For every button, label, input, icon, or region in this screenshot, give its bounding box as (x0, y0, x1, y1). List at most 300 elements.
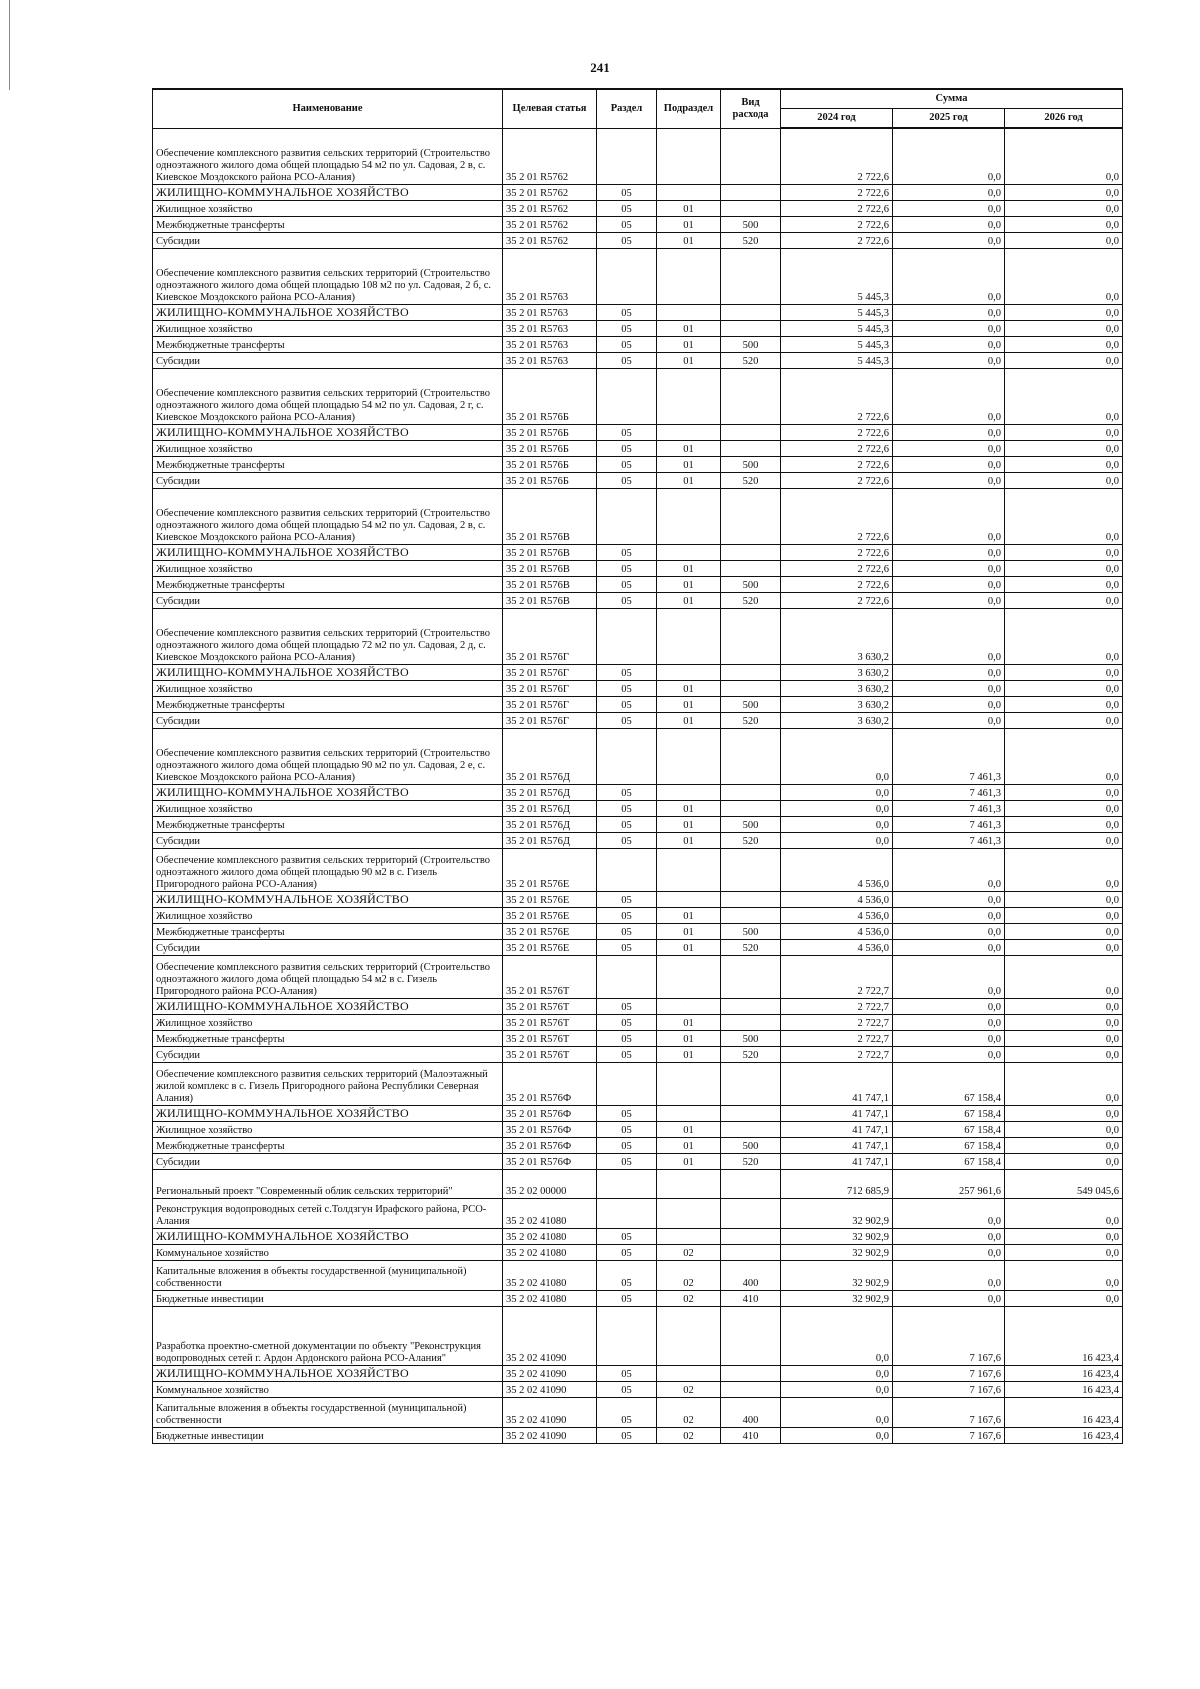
row-code: 35 2 01 R5762 (503, 201, 597, 217)
row-podrazdel: 01 (657, 1154, 721, 1170)
row-podrazdel (657, 999, 721, 1015)
table-row (153, 1245, 1123, 1261)
row-podrazdel: 02 (657, 1382, 721, 1398)
table-row (153, 1428, 1123, 1444)
row-2026: 0,0 (1005, 1106, 1123, 1122)
row-2026: 0,0 (1005, 353, 1123, 369)
row-razdel: 05 (597, 999, 657, 1015)
row-code: 35 2 01 R576Ф (503, 1138, 597, 1154)
row-2025: 0,0 (893, 425, 1005, 441)
row-name: Субсидии (153, 940, 503, 956)
row-vid (721, 249, 781, 305)
row-name: Жилищное хозяйство (153, 441, 503, 457)
table-row (153, 817, 1123, 833)
row-razdel: 05 (597, 801, 657, 817)
row-2026: 0,0 (1005, 233, 1123, 249)
row-2024: 2 722,6 (781, 473, 893, 489)
row-code: 35 2 02 41090 (503, 1382, 597, 1398)
row-2025: 0,0 (893, 337, 1005, 353)
table-row (153, 441, 1123, 457)
row-podrazdel: 01 (657, 217, 721, 233)
row-code: 35 2 02 41090 (503, 1366, 597, 1382)
row-2026: 0,0 (1005, 1154, 1123, 1170)
table-row (153, 1031, 1123, 1047)
row-code: 35 2 02 41090 (503, 1428, 597, 1444)
table-row (153, 1398, 1123, 1428)
row-code: 35 2 01 R576Б (503, 425, 597, 441)
row-code: 35 2 02 41080 (503, 1245, 597, 1261)
row-2025: 0,0 (893, 545, 1005, 561)
row-2025: 67 158,4 (893, 1122, 1005, 1138)
row-vid (721, 1307, 781, 1366)
row-name: ЖИЛИЩНО-КОММУНАЛЬНОЕ ХОЗЯЙСТВО (153, 1366, 503, 1382)
row-2024: 2 722,7 (781, 999, 893, 1015)
table-row (153, 577, 1123, 593)
table-row (153, 665, 1123, 681)
row-razdel: 05 (597, 817, 657, 833)
row-name: Обеспечение комплексного развития сельских территорий (Строительство одноэтажного жилого дома общей площадью 54 м2 по ул. Садовая, 2 г, с. Киевское Моздокского района РСО-Алания) (153, 369, 503, 425)
row-name: ЖИЛИЩНО-КОММУНАЛЬНОЕ ХОЗЯЙСТВО (153, 999, 503, 1015)
row-name: Бюджетные инвестиции (153, 1428, 503, 1444)
row-2026: 0,0 (1005, 729, 1123, 785)
row-code: 35 2 01 R576Д (503, 817, 597, 833)
row-2026: 0,0 (1005, 249, 1123, 305)
table-row (153, 185, 1123, 201)
row-name: ЖИЛИЩНО-КОММУНАЛЬНОЕ ХОЗЯЙСТВО (153, 892, 503, 908)
table-row (153, 217, 1123, 233)
row-razdel: 05 (597, 924, 657, 940)
row-2026: 0,0 (1005, 892, 1123, 908)
row-2024: 2 722,6 (781, 185, 893, 201)
row-name: Жилищное хозяйство (153, 201, 503, 217)
row-2026: 0,0 (1005, 785, 1123, 801)
row-vid (721, 908, 781, 924)
row-2025: 0,0 (893, 201, 1005, 217)
row-vid (721, 305, 781, 321)
row-2024: 32 902,9 (781, 1291, 893, 1307)
row-vid (721, 1366, 781, 1382)
row-name: Субсидии (153, 713, 503, 729)
row-razdel (597, 1199, 657, 1229)
row-2025: 0,0 (893, 665, 1005, 681)
row-razdel: 05 (597, 1366, 657, 1382)
row-2026: 0,0 (1005, 128, 1123, 185)
row-2025: 0,0 (893, 233, 1005, 249)
row-2024: 2 722,6 (781, 577, 893, 593)
row-vid: 520 (721, 940, 781, 956)
row-2024: 2 722,6 (781, 545, 893, 561)
row-2024: 2 722,7 (781, 1015, 893, 1031)
row-razdel (597, 729, 657, 785)
row-vid (721, 1122, 781, 1138)
table-row (153, 425, 1123, 441)
row-podrazdel (657, 305, 721, 321)
row-vid (721, 321, 781, 337)
row-razdel: 05 (597, 353, 657, 369)
row-2024: 2 722,6 (781, 201, 893, 217)
row-2025: 67 158,4 (893, 1063, 1005, 1106)
row-podrazdel: 01 (657, 1015, 721, 1031)
row-2026: 0,0 (1005, 1063, 1123, 1106)
row-name: ЖИЛИЩНО-КОММУНАЛЬНОЕ ХОЗЯЙСТВО (153, 305, 503, 321)
row-2025: 0,0 (893, 489, 1005, 545)
row-name: Межбюджетные трансферты (153, 337, 503, 353)
row-podrazdel: 01 (657, 233, 721, 249)
row-razdel (597, 956, 657, 999)
row-podrazdel (657, 956, 721, 999)
row-2024: 2 722,7 (781, 1047, 893, 1063)
table-row (153, 681, 1123, 697)
row-2024: 0,0 (781, 1428, 893, 1444)
row-name: Межбюджетные трансферты (153, 217, 503, 233)
row-2025: 0,0 (893, 369, 1005, 425)
header-name: Наименование (153, 89, 503, 128)
row-code: 35 2 01 R576Г (503, 681, 597, 697)
row-razdel: 05 (597, 233, 657, 249)
row-code: 35 2 01 R576Т (503, 1015, 597, 1031)
row-razdel: 05 (597, 1382, 657, 1398)
row-vid: 500 (721, 817, 781, 833)
row-podrazdel (657, 1229, 721, 1245)
row-vid (721, 369, 781, 425)
row-podrazdel (657, 892, 721, 908)
row-2025: 0,0 (893, 1291, 1005, 1307)
row-2024: 41 747,1 (781, 1106, 893, 1122)
table-row (153, 1015, 1123, 1031)
row-razdel: 05 (597, 1031, 657, 1047)
row-vid: 520 (721, 473, 781, 489)
row-podrazdel: 01 (657, 681, 721, 697)
row-name: Обеспечение комплексного развития сельских территорий (Строительство одноэтажного жилого дома общей площадью 90 м2 в с. Гизель Пригородного района РСО-Алания) (153, 849, 503, 892)
row-code: 35 2 01 R576Д (503, 833, 597, 849)
row-code: 35 2 02 00000 (503, 1170, 597, 1199)
row-2025: 67 158,4 (893, 1138, 1005, 1154)
row-vid: 500 (721, 1138, 781, 1154)
row-2026: 0,0 (1005, 1229, 1123, 1245)
row-2024: 32 902,9 (781, 1245, 893, 1261)
header-2026: 2026 год (1005, 109, 1123, 129)
table-row (153, 337, 1123, 353)
row-razdel (597, 1307, 657, 1366)
row-name: Межбюджетные трансферты (153, 924, 503, 940)
row-name: Жилищное хозяйство (153, 908, 503, 924)
row-2024: 32 902,9 (781, 1261, 893, 1291)
row-code: 35 2 01 R576Б (503, 369, 597, 425)
row-name: Жилищное хозяйство (153, 561, 503, 577)
row-vid: 410 (721, 1291, 781, 1307)
row-2026: 0,0 (1005, 1291, 1123, 1307)
row-2024: 41 747,1 (781, 1154, 893, 1170)
row-2025: 0,0 (893, 577, 1005, 593)
row-2026: 0,0 (1005, 337, 1123, 353)
row-podrazdel: 01 (657, 697, 721, 713)
row-razdel: 05 (597, 217, 657, 233)
row-code: 35 2 02 41090 (503, 1307, 597, 1366)
table-row (153, 369, 1123, 425)
table-row (153, 1366, 1123, 1382)
row-code: 35 2 01 R576Ф (503, 1106, 597, 1122)
row-code: 35 2 01 R5763 (503, 249, 597, 305)
row-2025: 0,0 (893, 561, 1005, 577)
row-2024: 4 536,0 (781, 940, 893, 956)
row-code: 35 2 01 R5763 (503, 337, 597, 353)
row-razdel: 05 (597, 892, 657, 908)
row-razdel: 05 (597, 681, 657, 697)
row-2024: 32 902,9 (781, 1199, 893, 1229)
row-code: 35 2 01 R576Д (503, 801, 597, 817)
row-vid (721, 201, 781, 217)
row-vid (721, 785, 781, 801)
header-razdel: Раздел (597, 89, 657, 128)
row-2026: 16 423,4 (1005, 1382, 1123, 1398)
row-name: Жилищное хозяйство (153, 1122, 503, 1138)
row-razdel: 05 (597, 1291, 657, 1307)
table-row (153, 1047, 1123, 1063)
row-razdel (597, 609, 657, 665)
row-2024: 3 630,2 (781, 665, 893, 681)
row-2025: 7 461,3 (893, 801, 1005, 817)
row-vid: 500 (721, 337, 781, 353)
row-2024: 2 722,6 (781, 593, 893, 609)
row-name: ЖИЛИЩНО-КОММУНАЛЬНОЕ ХОЗЯЙСТВО (153, 785, 503, 801)
row-code: 35 2 02 41080 (503, 1229, 597, 1245)
row-code: 35 2 01 R5763 (503, 305, 597, 321)
row-2024: 3 630,2 (781, 697, 893, 713)
row-name: Субсидии (153, 233, 503, 249)
row-2025: 0,0 (893, 321, 1005, 337)
row-2026: 0,0 (1005, 609, 1123, 665)
row-2024: 0,0 (781, 1307, 893, 1366)
row-podrazdel: 01 (657, 457, 721, 473)
row-podrazdel (657, 609, 721, 665)
row-podrazdel: 01 (657, 908, 721, 924)
row-podrazdel (657, 665, 721, 681)
row-razdel: 05 (597, 1229, 657, 1245)
row-2025: 0,0 (893, 593, 1005, 609)
row-razdel: 05 (597, 457, 657, 473)
row-podrazdel (657, 1307, 721, 1366)
table-row (153, 833, 1123, 849)
row-2025: 7 461,3 (893, 833, 1005, 849)
row-code: 35 2 01 R5762 (503, 128, 597, 185)
row-2025: 0,0 (893, 1261, 1005, 1291)
row-2026: 0,0 (1005, 940, 1123, 956)
row-vid: 520 (721, 1047, 781, 1063)
row-2024: 4 536,0 (781, 892, 893, 908)
row-2026: 16 423,4 (1005, 1398, 1123, 1428)
row-vid (721, 849, 781, 892)
table-body (153, 128, 1123, 1444)
row-2026: 0,0 (1005, 1245, 1123, 1261)
row-2025: 0,0 (893, 441, 1005, 457)
row-2025: 0,0 (893, 908, 1005, 924)
row-name: ЖИЛИЩНО-КОММУНАЛЬНОЕ ХОЗЯЙСТВО (153, 665, 503, 681)
row-code: 35 2 01 R576В (503, 593, 597, 609)
row-2024: 2 722,6 (781, 441, 893, 457)
row-code: 35 2 01 R576Б (503, 473, 597, 489)
row-name: Жилищное хозяйство (153, 1015, 503, 1031)
row-2026: 0,0 (1005, 681, 1123, 697)
table-row (153, 1291, 1123, 1307)
row-name: ЖИЛИЩНО-КОММУНАЛЬНОЕ ХОЗЯЙСТВО (153, 1229, 503, 1245)
row-name: Межбюджетные трансферты (153, 697, 503, 713)
row-name: Коммунальное хозяйство (153, 1382, 503, 1398)
row-podrazdel: 01 (657, 1031, 721, 1047)
row-code: 35 2 01 R576Т (503, 1031, 597, 1047)
row-podrazdel (657, 128, 721, 185)
row-name: Капитальные вложения в объекты государственной (муниципальной) собственности (153, 1261, 503, 1291)
row-razdel: 05 (597, 940, 657, 956)
row-2026: 16 423,4 (1005, 1307, 1123, 1366)
row-vid (721, 999, 781, 1015)
row-2024: 2 722,7 (781, 1031, 893, 1047)
row-code: 35 2 01 R576Д (503, 785, 597, 801)
row-2026: 16 423,4 (1005, 1428, 1123, 1444)
row-razdel: 05 (597, 713, 657, 729)
row-podrazdel: 01 (657, 940, 721, 956)
row-2026: 0,0 (1005, 441, 1123, 457)
row-vid (721, 801, 781, 817)
row-2025: 0,0 (893, 1245, 1005, 1261)
table-row (153, 1106, 1123, 1122)
table-row (153, 249, 1123, 305)
row-name: Обеспечение комплексного развития сельских территорий (Строительство одноэтажного жилого дома общей площадью 54 м2 в с. Гизель Пригородного района РСО-Алания) (153, 956, 503, 999)
row-razdel: 05 (597, 545, 657, 561)
row-podrazdel (657, 545, 721, 561)
row-podrazdel (657, 185, 721, 201)
row-vid (721, 489, 781, 545)
row-vid: 520 (721, 593, 781, 609)
row-name: Обеспечение комплексного развития сельских территорий (Строительство одноэтажного жилого дома общей площадью 72 м2 по ул. Садовая, 2 д, с. Киевское Моздокского района РСО-Алания) (153, 609, 503, 665)
row-name: Бюджетные инвестиции (153, 1291, 503, 1307)
row-name: Субсидии (153, 1154, 503, 1170)
row-2025: 0,0 (893, 1229, 1005, 1245)
row-podrazdel: 01 (657, 441, 721, 457)
table-row (153, 1229, 1123, 1245)
row-name: Коммунальное хозяйство (153, 1245, 503, 1261)
row-razdel: 05 (597, 1122, 657, 1138)
row-2026: 0,0 (1005, 1122, 1123, 1138)
row-vid (721, 1382, 781, 1398)
table-row (153, 561, 1123, 577)
row-razdel: 05 (597, 785, 657, 801)
row-2024: 2 722,6 (781, 561, 893, 577)
row-2025: 0,0 (893, 1199, 1005, 1229)
row-2026: 0,0 (1005, 561, 1123, 577)
row-razdel (597, 1170, 657, 1199)
row-2026: 0,0 (1005, 425, 1123, 441)
row-code: 35 2 01 R576Е (503, 940, 597, 956)
row-2026: 0,0 (1005, 713, 1123, 729)
row-podrazdel: 02 (657, 1428, 721, 1444)
row-vid (721, 1229, 781, 1245)
row-2024: 2 722,6 (781, 217, 893, 233)
row-vid: 400 (721, 1261, 781, 1291)
row-2026: 0,0 (1005, 217, 1123, 233)
row-vid (721, 729, 781, 785)
row-razdel: 05 (597, 185, 657, 201)
row-name: Капитальные вложения в объекты государственной (муниципальной) собственности (153, 1398, 503, 1428)
row-name: ЖИЛИЩНО-КОММУНАЛЬНОЕ ХОЗЯЙСТВО (153, 1106, 503, 1122)
row-vid (721, 1170, 781, 1199)
row-code: 35 2 01 R576Е (503, 924, 597, 940)
row-2025: 0,0 (893, 128, 1005, 185)
table-row (153, 305, 1123, 321)
row-name: Межбюджетные трансферты (153, 1031, 503, 1047)
row-2026: 549 045,6 (1005, 1170, 1123, 1199)
row-2024: 2 722,7 (781, 956, 893, 999)
row-2026: 0,0 (1005, 665, 1123, 681)
header-2025: 2025 год (893, 109, 1005, 129)
row-2024: 32 902,9 (781, 1229, 893, 1245)
table-row (153, 849, 1123, 892)
row-code: 35 2 01 R576Г (503, 697, 597, 713)
row-2024: 41 747,1 (781, 1063, 893, 1106)
row-podrazdel: 01 (657, 801, 721, 817)
row-vid (721, 609, 781, 665)
row-code: 35 2 01 R5762 (503, 233, 597, 249)
header-vid: Вид расхода (721, 89, 781, 128)
row-code: 35 2 01 R576Ф (503, 1122, 597, 1138)
row-2024: 3 630,2 (781, 609, 893, 665)
row-2025: 0,0 (893, 1031, 1005, 1047)
row-2024: 5 445,3 (781, 249, 893, 305)
row-code: 35 2 01 R5762 (503, 185, 597, 201)
row-name: Обеспечение комплексного развития сельских территорий (Малоэтажный жилой комплекс в с. Гизель Пригородного района Республики Северная Алания) (153, 1063, 503, 1106)
row-code: 35 2 01 R576Б (503, 441, 597, 457)
row-2025: 0,0 (893, 713, 1005, 729)
row-vid: 520 (721, 233, 781, 249)
row-2024: 0,0 (781, 1398, 893, 1428)
row-razdel: 05 (597, 441, 657, 457)
row-2024: 0,0 (781, 729, 893, 785)
row-2025: 67 158,4 (893, 1106, 1005, 1122)
row-vid: 500 (721, 457, 781, 473)
row-code: 35 2 01 R576Т (503, 956, 597, 999)
row-name: Реконструкция водопроводных сетей с.Толдзгун Ирафского района, РСО-Алания (153, 1199, 503, 1229)
row-podrazdel (657, 1170, 721, 1199)
table-row (153, 924, 1123, 940)
row-name: Субсидии (153, 593, 503, 609)
row-vid: 410 (721, 1428, 781, 1444)
row-2026: 0,0 (1005, 321, 1123, 337)
row-2025: 67 158,4 (893, 1154, 1005, 1170)
row-name: Региональный проект "Современный облик сельских территорий" (153, 1170, 503, 1199)
row-name: Жилищное хозяйство (153, 321, 503, 337)
row-2026: 0,0 (1005, 545, 1123, 561)
row-razdel: 05 (597, 321, 657, 337)
row-vid (721, 561, 781, 577)
row-2024: 5 445,3 (781, 337, 893, 353)
row-razdel: 05 (597, 305, 657, 321)
row-2026: 0,0 (1005, 369, 1123, 425)
table-row (153, 908, 1123, 924)
row-2026: 0,0 (1005, 201, 1123, 217)
row-podrazdel (657, 489, 721, 545)
row-podrazdel: 01 (657, 924, 721, 940)
row-2026: 0,0 (1005, 1199, 1123, 1229)
row-2024: 2 722,6 (781, 128, 893, 185)
row-podrazdel: 01 (657, 201, 721, 217)
row-podrazdel: 02 (657, 1291, 721, 1307)
row-2025: 0,0 (893, 956, 1005, 999)
row-name: Жилищное хозяйство (153, 801, 503, 817)
row-2026: 0,0 (1005, 999, 1123, 1015)
header-podrazdel: Подраздел (657, 89, 721, 128)
row-vid (721, 956, 781, 999)
header-2024: 2024 год (781, 109, 893, 129)
table-row (153, 321, 1123, 337)
